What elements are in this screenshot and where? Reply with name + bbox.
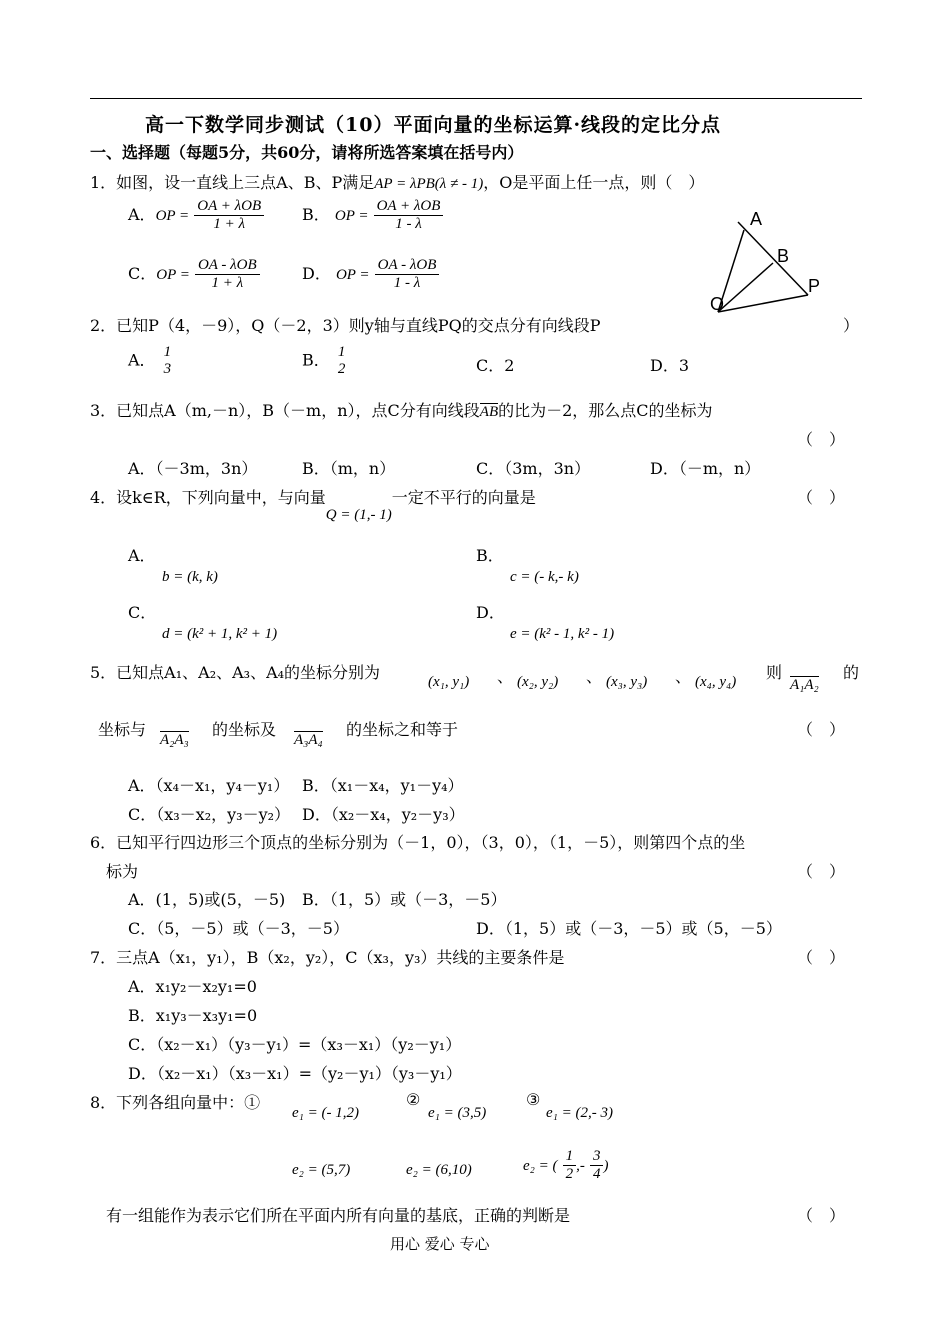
q5-option-d: D．（x₂－x₄，y₂－y₃） xyxy=(302,805,465,824)
question-2-stem: 2．已知P（4，－9），Q（－2，3）则y轴与直线PQ的交点分有向线段P xyxy=(90,316,601,335)
line-op xyxy=(718,295,808,312)
q5-option-b: B．（x₁－x₄，y₁－y₄） xyxy=(302,776,464,795)
q8-e1-3: e₁ = (2,- 3) xyxy=(546,1105,613,1121)
q6-option-a: A．(1，5)或(5，－5) xyxy=(128,890,286,909)
question-1-stem xyxy=(90,170,704,193)
q6-option-c: C．（5，－5）或（－3，－5） xyxy=(128,919,349,938)
q5-point-3: (x₃, y₃) xyxy=(606,674,648,690)
q5-then: 则 xyxy=(766,663,783,682)
q6-paren: （ ） xyxy=(797,862,846,881)
section-heading: 一、选择题（每题5分，共60分，请将所选答案填在括号内） xyxy=(90,143,524,162)
q1-equation: AP = λPB(λ ≠ - 1) xyxy=(374,176,484,192)
q7-option-d: D．（x₂－x₁）（x₃－x₁）=（y₂－y₁）（y₃－y₁） xyxy=(128,1064,462,1083)
q8-circle-2: ② xyxy=(406,1090,421,1109)
q5-sep-2: 、 xyxy=(586,667,603,686)
q5-point-1: (x₁, y₁) xyxy=(428,674,470,690)
q8-e2-2: e₂ = (6,10) xyxy=(406,1162,472,1178)
q2-paren: ） xyxy=(843,316,860,335)
question-6-stem: 6．已知平行四边形三个顶点的坐标分别为（－1，0），（3，0），（1，－5），则第四个点的坐 xyxy=(90,833,746,852)
q7-option-b: B．x₁y₃－x₃y₁=0 xyxy=(128,1006,258,1025)
q8-paren: （ ） xyxy=(797,1206,846,1225)
q8-e1-2: e₁ = (3,5) xyxy=(428,1105,487,1121)
q4-option-d: D． e = (k² - 1, k² - 1) xyxy=(476,603,615,642)
page-footer: 用心 爱心 专心 xyxy=(390,1235,490,1253)
q8-e2-3: e₂ = ( $\frac{1}{2}$ ,- $\frac{3}{4}$ ) xyxy=(523,1148,609,1182)
label-a: A xyxy=(750,209,763,229)
label-b: B xyxy=(777,246,790,266)
q7-option-c: C．（x₂－x₁）（y₃－y₁）=（x₃－x₁）（y₂－y₁） xyxy=(128,1035,462,1054)
q3-option-a: A．（－3m，3n） xyxy=(128,459,258,478)
question-8-stem: 8．下列各组向量中：① xyxy=(90,1093,261,1112)
q5-line2c: 的坐标之和等于 xyxy=(346,720,459,739)
q5-vec-a3a4: A₃A₄ xyxy=(294,732,323,748)
q8-e1-1: e₁ = (- 1,2) xyxy=(292,1105,359,1121)
q1-tail: ，O是平面上任一点，则（ ） xyxy=(483,173,705,192)
q8-circle-3: ③ xyxy=(526,1090,541,1109)
q7-paren: （ ） xyxy=(797,948,846,967)
q5-option-c: C．（x₃－x₂，y₃－y₂） xyxy=(128,805,291,824)
q2-option-a: A． 1 3 xyxy=(128,344,172,377)
question-7-stem: 7．三点A（x₁，y₁），B（x₂，y₂），C（x₃，y₃）共线的主要条件是 xyxy=(90,948,565,967)
page-title: 高一下数学同步测试（10）平面向量的坐标运算·线段的定比分点 xyxy=(145,114,722,136)
q4-option-c: C． d = (k² + 1, k² + 1) xyxy=(128,603,278,642)
q1-option-b: B． OP = $\frac{\text{OA + λOB}}{1 - \lambda}$ xyxy=(302,198,443,233)
question-6-stem-2: 标为 xyxy=(106,862,139,881)
q4-paren: （ ） xyxy=(797,488,846,507)
q5-point-2: (x₂, y₂) xyxy=(517,674,559,690)
question-5-stem: 5．已知点A₁、A₂、A₃、A₄的坐标分别为 xyxy=(90,663,381,682)
question-3-stem: 3．已知点A（m,－n），B（－m，n），点C分有向线段AB的比为－2，那么点C的坐标为 xyxy=(90,401,713,420)
label-o: O xyxy=(710,294,725,314)
q2-option-b: B． 1 2 xyxy=(302,344,346,377)
q1-text: 1．如图，设一直线上三点A、B、P满足 xyxy=(90,173,375,192)
header-rule xyxy=(90,98,862,99)
q6-option-b: B．（1，5）或（－3，－5） xyxy=(302,890,507,909)
q5-de: 的 xyxy=(843,663,860,682)
q5-vec-a2a3: A₂A₃ xyxy=(160,732,189,748)
q5-vec-a1a2: A₁A₂ xyxy=(790,677,819,693)
q3-option-c: C．（3m，3n） xyxy=(476,459,591,478)
q8-e2-1: e₂ = (5,7) xyxy=(292,1162,351,1178)
q4-option-b: B． c = (- k,- k) xyxy=(476,546,579,585)
q4-option-a: A． b = (k, k) xyxy=(128,546,218,585)
q5-paren: （ ） xyxy=(797,720,846,739)
q7-option-a: A．x₁y₂－x₂y₁=0 xyxy=(128,977,257,996)
label-p: P xyxy=(808,276,821,296)
q1-figure xyxy=(700,200,840,325)
q2-option-c: C．2 xyxy=(476,356,515,375)
q5-option-a: A．（x₄－x₁，y₄－y₁） xyxy=(128,776,290,795)
q5-line2b: 的坐标及 xyxy=(212,720,277,739)
q3-paren: （ ） xyxy=(797,430,846,449)
q5-line2: 坐标与 xyxy=(98,720,147,739)
q5-sep-1: 、 xyxy=(497,667,514,686)
question-8-tail: 有一组能作为表示它们所在平面内所有向量的基底，正确的判断是 xyxy=(106,1206,571,1225)
q5-point-4: (x₄, y₄) xyxy=(695,674,737,690)
q1-option-d: D． OP = $\frac{\text{OA - λOB}}{1 - \lambda}$ xyxy=(302,257,439,292)
question-4-stem: 4．设k∈R，下列向量中，与向量Q = (1,- 1)一定不平行的向量是 xyxy=(90,488,536,523)
q3-option-d: D．（－m，n） xyxy=(650,459,761,478)
q3-option-b: B．（m，n） xyxy=(302,459,396,478)
q5-sep-3: 、 xyxy=(675,667,692,686)
q1-option-c: C．OP = $\frac{\text{OA - λOB}}{1 + \lambda}$ xyxy=(128,257,260,292)
q2-option-d: D．3 xyxy=(650,356,690,375)
q6-option-d: D．（1，5）或（－3，－5）或（5，－5） xyxy=(476,919,782,938)
q1-option-a: A．OP = $\frac{\text{OA + λOB}}{1 + \lambda}$ xyxy=(128,198,264,233)
